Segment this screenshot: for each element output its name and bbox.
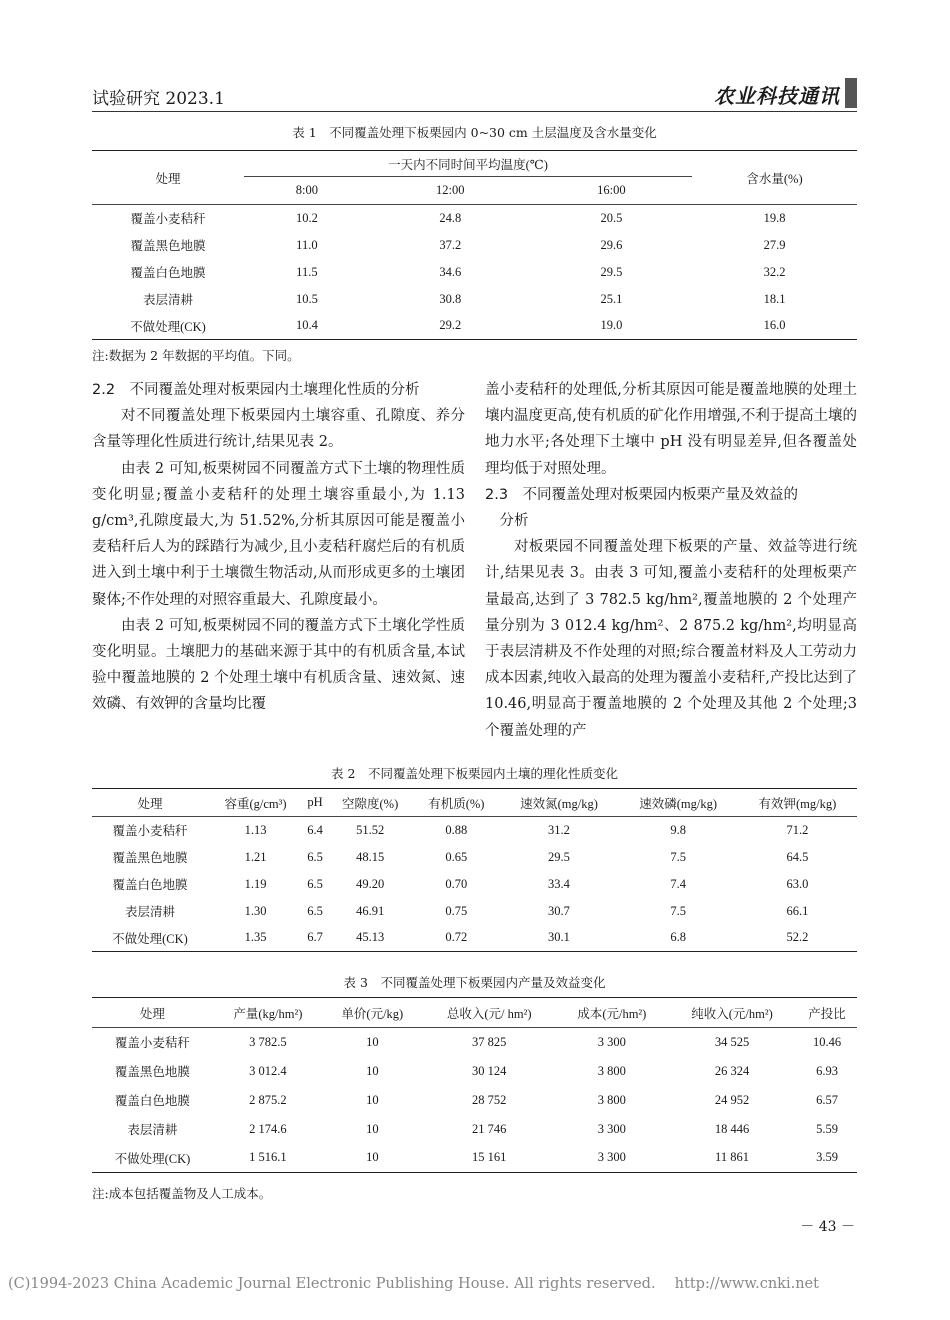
table2-cell: 6.8 [670,930,686,945]
table2-row [92,817,857,844]
table3-cell: 覆盖白色地膜 [114,1094,190,1108]
table2-cell: 0.72 [445,930,468,945]
table1-cell: 29.6 [600,237,623,252]
table2-cell: 71.2 [786,822,809,837]
table1-header-time: 8:00 [295,183,318,197]
table2-caption: 表 2 不同覆盖处理下板栗园内土壤的理化性质变化 [331,766,618,781]
table2-cell: 45.13 [356,930,385,945]
header-bar [845,78,857,108]
table3-cell: 5.59 [816,1121,838,1136]
table3-cell: 28 752 [472,1092,507,1107]
table3-cell: 6.93 [816,1063,838,1078]
table1-cell: 10.4 [295,318,318,333]
table2-cell: 覆盖小麦秸秆 [112,824,188,839]
table3-row [92,1144,857,1173]
right-column [485,377,857,744]
table3-cell: 6.57 [816,1092,838,1107]
table2-cell: 7.5 [670,903,686,918]
table2-cell: 覆盖白色地膜 [112,878,188,892]
table2-row [92,871,857,898]
paragraph: 由表 2 可知,板栗树园不同的覆盖方式下土壤化学性质变化明显。土壤肥力的基础来源于其中的有机质含量,本试验中覆盖地膜的 2 个处理土壤中有机质含量、速效氮、速效磷、有效钾的含量均比覆 [92,617,465,713]
table3-cell: 18 446 [714,1121,750,1136]
table2-header: 容重(g/cm³) [224,796,287,811]
table3-header: 产量(kg/hm²) [233,1006,303,1021]
table2-cell: 30.1 [548,930,570,945]
table3-note: 注:成本包括覆盖物及人工成本。 [92,1186,272,1201]
table3-cell: 3 800 [597,1063,626,1078]
table3-cell: 15 161 [472,1150,507,1165]
table2-cell: 33.4 [548,876,570,891]
table2-cell: 表层清耕 [124,905,175,919]
table3-row [92,1086,857,1115]
table3-cell: 3 012.4 [249,1063,287,1078]
table2-cell: 30.7 [548,903,570,918]
table2-cell: 48.15 [356,849,385,864]
table3-cell: 3 300 [597,1121,626,1136]
table1-cell: 不做处理(CK) [130,319,206,334]
table2-cell: 49.20 [356,876,385,891]
table3 [92,997,857,1173]
table1-header-temp: 一天内不同时间平均温度(℃) [244,151,692,177]
table3-cell: 30 124 [472,1063,507,1078]
paragraph: 由表 2 可知,板栗树园不同覆盖方式下土壤的物理性质变化明显;覆盖小麦秸秆的处理土壤容重最小,为 1.13 g/cm³,孔隙度最大,为 51.52%,分析其原因可能是覆盖小麦秸秆后人为的踩踏行为减少,且小麦秸秆腐烂后的有机质进入到土壤中利于土壤微生物活动,从而形成更多的土壤团聚体;不作处理的对照容重最大、孔隙度最小。 [92,460,465,608]
table3-cell: 3 300 [597,1034,626,1049]
table3-row [92,1057,857,1086]
table2-header: 处理 [137,796,163,811]
table2-header: 空隙度(%) [342,796,399,811]
table2-cell: 66.1 [786,903,809,918]
table2 [92,788,857,952]
table2-header: 速效磷(mg/kg) [639,796,718,811]
header-rule [92,111,857,112]
table2-cell: 6.5 [307,849,323,864]
table2-row [92,898,857,925]
table3-cell: 34 525 [714,1034,750,1049]
table2-cell: 0.88 [445,822,468,837]
table3-cell: 37 825 [472,1034,507,1049]
table2-header: 速效氮(mg/kg) [520,796,598,811]
table3-row [92,1115,857,1144]
table1-row [92,286,857,313]
table1-cell: 37.2 [439,237,462,252]
table2-cell: 31.2 [548,822,570,837]
table2-cell: 不做处理(CK) [112,931,188,946]
table1-cell: 24.8 [439,210,462,225]
table3-cell: 不做处理(CK) [114,1151,191,1166]
section-2-3-heading-cont: 分析 [499,513,529,530]
copyright-footer: (C)1994-2023 China Academic Journal Electronic Publishing House. All rights reserved. http://www.cnki.net [8,1276,819,1292]
table2-cell: 51.52 [356,822,385,837]
table1-header-time: 12:00 [436,183,465,197]
section-2-2-heading: 2.2 不同覆盖处理对板栗园内土壤理化性质的分析 [92,382,420,398]
table3-cell: 10 [366,1121,379,1136]
table2-cell: 63.0 [786,876,809,891]
table1-header-treatment: 处理 [155,171,181,186]
table2-cell: 7.5 [670,849,686,864]
table1-cell: 11.0 [296,237,318,252]
table3-header: 总收入(元/ hm²) [446,1006,532,1021]
table2-cell: 46.91 [356,903,385,918]
table1-caption: 表 1 不同覆盖处理下板栗园内 0~30 cm 土层温度及含水量变化 [292,125,657,140]
table3-header: 成本(元/hm²) [577,1006,647,1021]
page-number: － 43 － [800,1219,855,1235]
table2-header: 有机质(%) [428,796,485,811]
table1-header-time: 16:00 [597,183,626,197]
table2-row [92,925,857,952]
table2-cell: 52.2 [786,930,809,945]
table2-header: pH [307,795,323,809]
table1 [92,150,857,340]
table3-cell: 覆盖黑色地膜 [114,1065,190,1079]
table3-cell: 10 [366,1092,379,1107]
table1-cell: 覆盖白色地膜 [130,266,206,280]
table3-cell: 10 [366,1150,379,1165]
table3-cell: 覆盖小麦秸秆 [114,1036,190,1051]
table3-row [92,1028,857,1057]
paragraph: 盖小麦秸秆的处理低,分析其原因可能是覆盖地膜的处理土壤内温度更高,使有机质的矿化作用增强,不利于提高土壤的地力水平;各处理下土壤中 pH 没有明显差异,但各覆盖处理均低于对照处理。 [485,382,857,477]
table3-cell: 3 300 [597,1150,626,1165]
table2-cell: 0.75 [445,903,468,918]
table2-header: 有效钾(mg/kg) [758,796,837,811]
table3-cell: 10 [366,1063,379,1078]
table3-cell: 3 800 [597,1092,626,1107]
table1-cell: 19.0 [600,318,623,333]
table2-cell: 覆盖黑色地膜 [112,851,188,865]
table3-cell: 10.46 [812,1034,842,1049]
table3-header: 单价(元/kg) [341,1006,404,1021]
table1-cell: 10.2 [295,210,318,225]
table1-cell: 20.5 [600,210,623,225]
table3-cell: 1 516.1 [249,1150,287,1165]
table2-cell: 9.8 [670,822,686,837]
paragraph: 对板栗园不同覆盖处理下板栗的产量、效益等进行统计,结果见表 3。由表 3 可知,覆盖小麦秸秆的处理板栗产量最高,达到了 3 782.5 kg/hm²,覆盖地膜的 2 个处理产量分别为 3 012.4 kg/hm²、2 875.2 kg/hm²,均明显高于表层清耕及不作处理的对照;综合覆盖材料及人工劳动力成本因素,纯收入最高的处理为覆盖小麦秸秆,产投比达到了 10.46,明显高于覆盖地膜的 2 个处理及其他 2 个处理;3 个覆盖处理的产 [485,539,857,739]
table1-cell: 29.2 [439,318,462,333]
table1-cell: 19.8 [763,210,786,225]
table1-row [92,205,857,232]
table2-row [92,844,857,871]
table3-cell: 2 174.6 [249,1121,287,1136]
table3-header: 产投比 [808,1006,846,1021]
table2-cell: 7.4 [670,876,686,891]
table2-cell: 1.35 [244,930,267,945]
table3-cell: 表层清耕 [127,1123,178,1137]
table3-caption: 表 3 不同覆盖处理下板栗园内产量及效益变化 [343,975,606,990]
table2-cell: 1.13 [244,822,267,837]
table3-cell: 21 746 [472,1121,507,1136]
paragraph: 对不同覆盖处理下板栗园内土壤容重、孔隙度、养分含量等理化性质进行统计,结果见表 2。 [92,408,465,451]
journal-issue: 试验研究 2023.1 [92,89,225,109]
table3-cell: 26 324 [714,1063,750,1078]
table1-cell: 34.6 [439,264,462,279]
table1-cell: 11.5 [296,264,318,279]
table2-cell: 64.5 [786,849,809,864]
table1-cell: 18.1 [763,291,786,306]
table1-note: 注:数据为 2 年数据的平均值。下同。 [92,348,300,363]
table2-cell: 1.21 [244,849,267,864]
table2-cell: 6.4 [307,822,323,837]
table3-cell: 10 [366,1034,379,1049]
table1-cell: 30.8 [439,291,462,306]
table2-cell: 1.30 [244,903,267,918]
table3-cell: 2 875.2 [249,1092,287,1107]
table3-cell: 3.59 [816,1150,838,1165]
table1-cell: 29.5 [600,264,623,279]
table2-cell: 6.7 [307,930,323,945]
table2-cell: 0.65 [445,849,468,864]
left-column [92,377,465,718]
table3-header: 处理 [139,1006,165,1021]
table1-cell: 16.0 [763,318,786,333]
table2-cell: 6.5 [307,876,323,891]
table2-cell: 6.5 [307,903,323,918]
table1-cell: 覆盖黑色地膜 [130,239,206,253]
table3-cell: 24 952 [714,1092,750,1107]
table1-cell: 25.1 [600,291,623,306]
table3-cell: 11 861 [715,1150,749,1165]
table2-cell: 29.5 [548,849,570,864]
table3-header: 纯收入(元/hm²) [691,1006,773,1021]
journal-name: 农业科技通讯 [714,84,840,108]
table3-cell: 3 782.5 [249,1034,287,1049]
section-2-3-heading: 2.3 不同覆盖处理对板栗园内板栗产量及效益的 [485,486,799,503]
table1-cell: 10.5 [295,291,318,306]
table1-cell: 覆盖小麦秸秆 [130,212,206,227]
table1-row [92,313,857,340]
table1-cell: 27.9 [763,237,786,252]
table2-cell: 0.70 [445,876,468,891]
table1-cell: 32.2 [763,264,786,279]
table1-row [92,259,857,286]
table1-header-water: 含水量(%) [746,171,803,186]
table1-row [92,232,857,259]
table1-cell: 表层清耕 [142,293,193,307]
table2-cell: 1.19 [244,876,267,891]
